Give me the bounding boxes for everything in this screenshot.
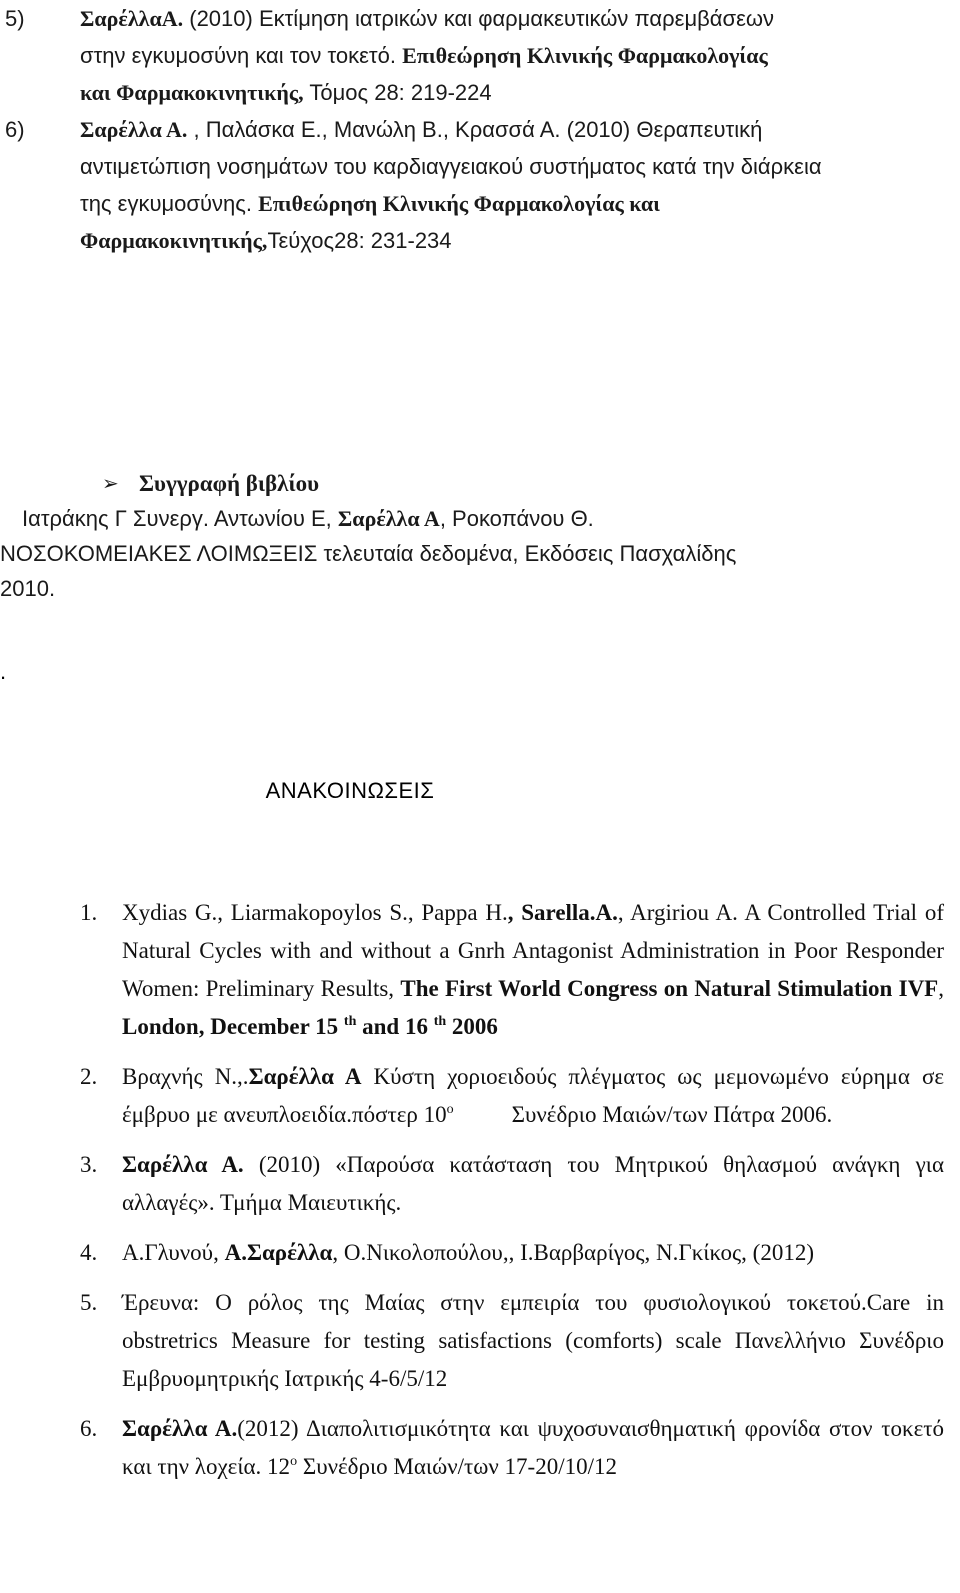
superscript: th: [343, 1014, 357, 1029]
entry-number: 5): [5, 6, 25, 31]
journal-name: Φαρμακοκινητικής,: [80, 228, 268, 253]
book-heading: [0, 466, 960, 501]
journal-name: Επιθεώρηση Κλινικής Φαρμακολογίας: [402, 43, 768, 68]
publication-entry-5: [0, 0, 960, 111]
item-text: (2010) «Παρούσα κατάσταση του Μητρικού θηλασμού ανάγκη για αλλαγές». Τμήμα Μαιευτικής.: [122, 1152, 944, 1215]
book-heading-text: Συγγραφή βιβλίου: [139, 471, 320, 496]
superscript: ο: [290, 1454, 298, 1469]
item-number: 6.: [80, 1416, 98, 1441]
publication-entry-6: [0, 111, 960, 259]
item-number: 4.: [80, 1240, 98, 1265]
item-text: Κύστη χοριοειδούς πλέγματος ως μεμονωμένο εύρημα σε έμβρυο με ανευπλοειδία.πόστερ 10: [122, 1064, 944, 1127]
entry-text: στην εγκυμοσύνη και τον τοκετό.: [80, 43, 403, 68]
announcement-item-4: [0, 1234, 960, 1272]
book-text: , Ροκοπάνου Θ.: [439, 506, 594, 531]
date-text: London, December 15: [122, 1014, 339, 1039]
entry-line: [80, 222, 960, 259]
announcement-item-3: [0, 1146, 960, 1222]
book-year: 2010.: [0, 576, 56, 601]
journal-name: και Φαρμακοκινητικής,: [80, 80, 304, 105]
item-number: 5.: [80, 1290, 98, 1315]
item-text: Έρευνα: Ο ρόλος της Μαίας στην εμπειρία του φυσιολογικού τοκετού.Care in obstretrics Measure for testing satisfactions (comforts) scale Πανελλήνιο Συνέδριο Εμβρυομητρικής Ιατρικής 4-6/5/12: [122, 1290, 944, 1391]
arrow-bullet-icon: ➢: [102, 471, 119, 495]
author-highlight: Σαρέλλα Α: [337, 506, 440, 531]
item-text: Xydias G., Liarmakopoylos S., Pappa H.: [122, 900, 508, 925]
item-text: Α.Γλυνού,: [122, 1240, 225, 1265]
item-number: 1.: [80, 900, 98, 925]
announcement-item-1: [0, 894, 960, 1046]
publications-list: [0, 0, 960, 259]
entry-text: αντιμετώπιση νοσημάτων του καρδιαγγειακού συστήματος κατά την διάρκεια: [80, 154, 822, 179]
author-highlight: Σαρέλλα Α.: [122, 1416, 238, 1441]
entry-number: 6): [5, 117, 25, 142]
entry-text: Τόμος 28: 219-224: [303, 80, 492, 105]
conference-name: The First World Congress on Natural Stimulation IVF: [400, 976, 939, 1001]
announcement-item-5: [0, 1284, 960, 1398]
date-text: 2006: [446, 1014, 498, 1039]
superscript: ο: [446, 1102, 454, 1117]
entry-text: Τεύχος28: 231-234: [267, 228, 452, 253]
entry-text: της εγκυμοσύνης.: [80, 191, 259, 216]
author-highlight: , Sarella.A.: [507, 900, 618, 925]
book-authors: [0, 501, 960, 536]
book-title: ΝΟΣΟΚΟΜΕΙΑΚΕΣ ΛΟΙΜΩΞΕΙΣ τελευταία δεδομένα, Εκδόσεις Πασχαλίδης: [0, 541, 737, 566]
conference-date: [122, 1014, 498, 1039]
item-number: 3.: [80, 1152, 98, 1177]
item-text: Συνέδριο Μαιών/των Πάτρα 2006.: [511, 1102, 833, 1127]
announcement-item-2: [0, 1058, 960, 1134]
author-highlight: Α.Σαρέλλα: [224, 1240, 333, 1265]
entry-text: (2010) Εκτίμηση ιατρικών και φαρμακευτικών παρεμβάσεων: [183, 6, 775, 31]
entry-line: [80, 37, 960, 74]
superscript: th: [433, 1014, 447, 1029]
author-highlight: Σαρέλλα Α.: [80, 117, 188, 142]
announcements-list: [0, 894, 960, 1498]
section-title: ΑΝΑΚΟΙΝΩΣΕΙΣ: [265, 778, 435, 803]
item-text: Βραχνής Ν.,.: [122, 1064, 249, 1089]
date-text: and 16: [356, 1014, 428, 1039]
entry-text: , Παλάσκα Ε., Μανώλη Β., Κρασσά Α. (2010) Θεραπευτική: [187, 117, 763, 142]
item-number: 2.: [80, 1064, 98, 1089]
journal-name: Επιθεώρηση Κλινικής Φαρμακολογίας και: [258, 191, 660, 216]
item-text: ,: [938, 976, 944, 1001]
entry-line: [80, 111, 960, 148]
book-text: Ιατράκης Γ Συνεργ. Αντωνίου Ε,: [22, 506, 338, 531]
item-text: Συνέδριο Μαιών/των 17-20/10/12: [297, 1454, 617, 1479]
author-highlight: Σαρέλλα Α.: [122, 1152, 244, 1177]
announcement-item-6: [0, 1410, 960, 1486]
book-section: [0, 466, 960, 606]
entry-line: [80, 148, 960, 185]
entry-line: [80, 74, 960, 111]
author-highlight: Σαρέλλα Α: [248, 1064, 362, 1089]
item-text: (2012) Διαπολιτισμικότητα και ψυχοσυναισθηματική φρονίδα στον τοκετό και την λοχεία. 12: [122, 1416, 944, 1479]
item-text: , Ο.Νικολοπούλου,, Ι.Βαρβαρίγος, Ν.Γκίκος, (2012): [332, 1240, 814, 1265]
stray-dot: .: [0, 659, 7, 684]
item-text: , Argiriou A. A Controlled Trial of Natural Cycles with and without a Gnrh Antagonist Administration in Poor Responder Women: Preliminary Results,: [122, 900, 944, 1001]
entry-line: [80, 185, 960, 222]
author-highlight: ΣαρέλλαΑ.: [80, 6, 184, 31]
entry-line: [80, 0, 960, 37]
